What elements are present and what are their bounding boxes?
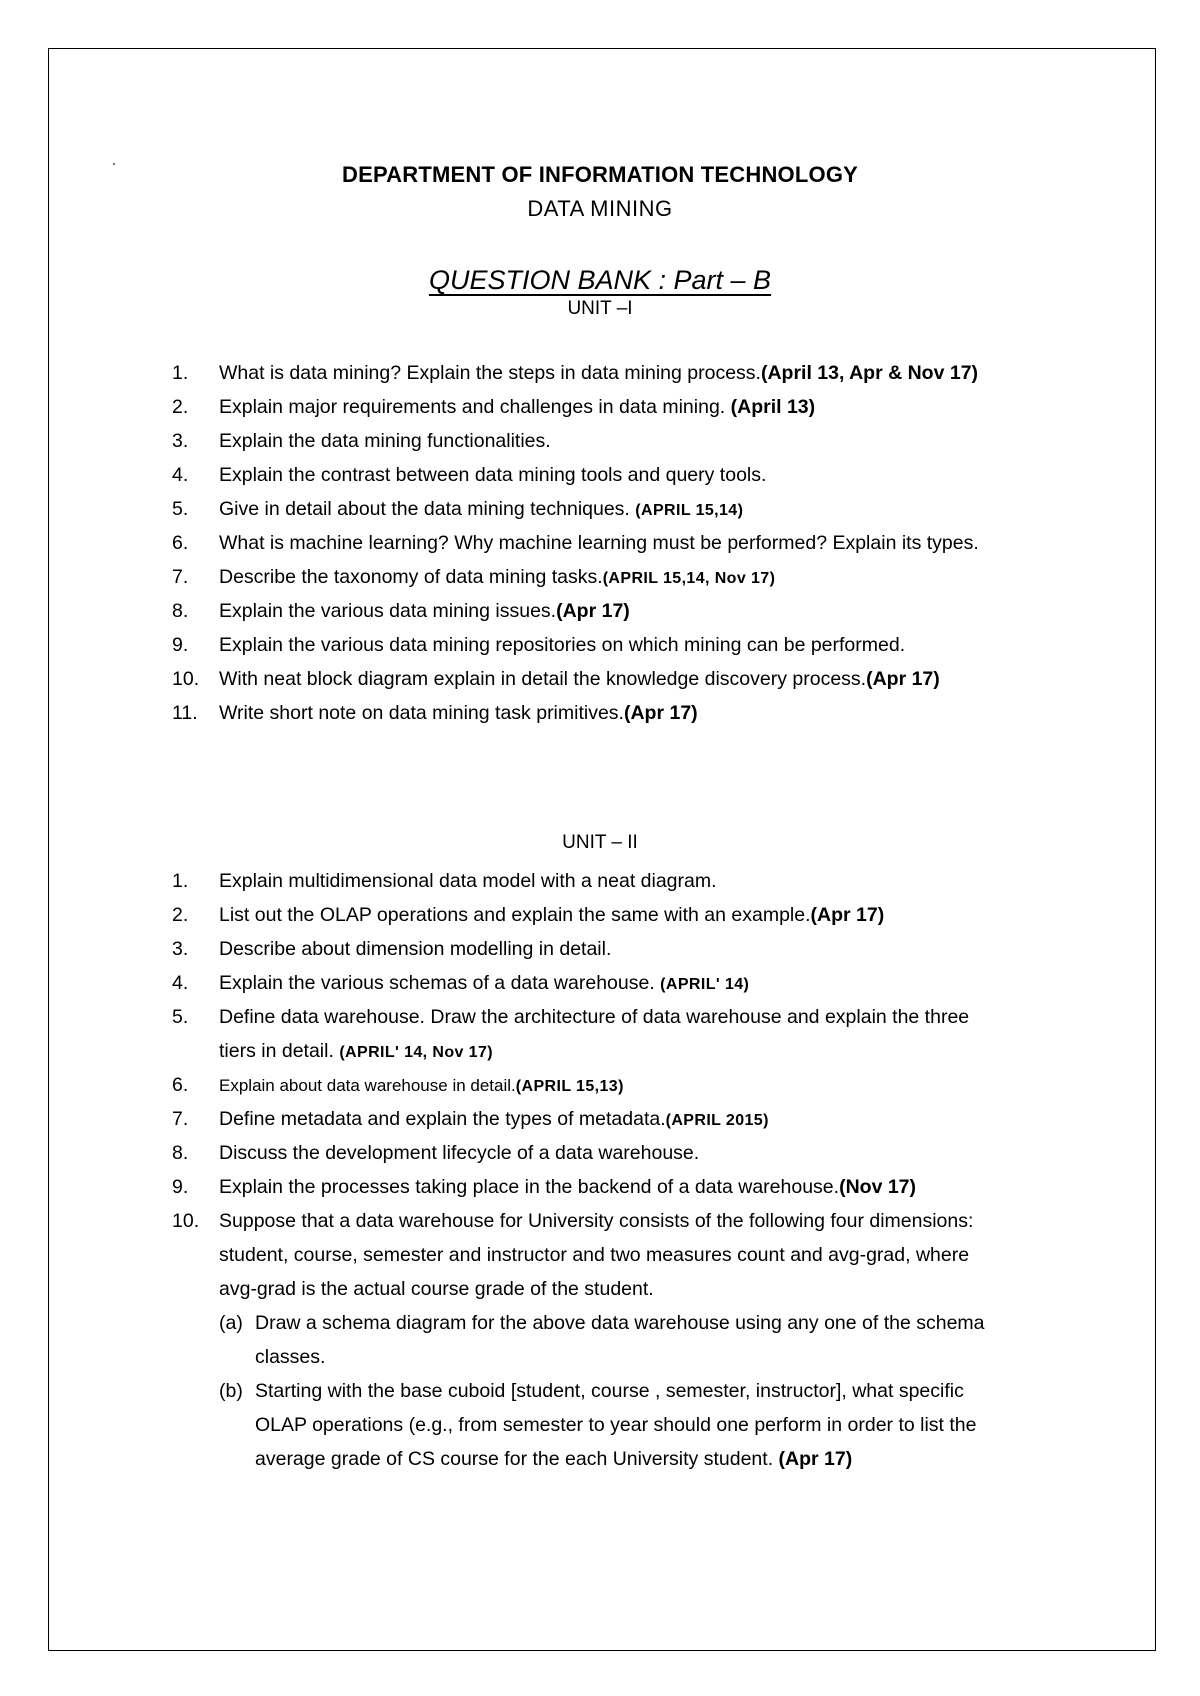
- question-text: Explain major requirements and challenges in data mining.: [219, 396, 731, 418]
- question-text-wrap: [219, 1070, 624, 1102]
- question-number: 4.: [172, 464, 189, 486]
- question-text: Explain multidimensional data model with a neat diagram.: [219, 870, 717, 892]
- question-text-wrap: [219, 664, 940, 694]
- question-number: 10.: [172, 668, 200, 690]
- question-text: Explain the processes taking place in the backend of a data warehouse.: [219, 1176, 840, 1198]
- question-text: What is machine learning? Why machine learning must be performed? Explain its types.: [219, 532, 979, 554]
- exam-tag: (Apr 17): [778, 1448, 853, 1470]
- question-number: 8.: [172, 600, 189, 622]
- question-text-wrap: [219, 1274, 654, 1304]
- question-number: 9.: [172, 634, 189, 656]
- question-number: 10.: [172, 1210, 200, 1232]
- question-number: 6.: [172, 1074, 189, 1096]
- exam-tag: (Apr 17): [810, 904, 885, 926]
- exam-tag: (APRIL 15,14): [635, 502, 744, 519]
- question-text-wrap: [219, 562, 775, 594]
- question-number: 9.: [172, 1176, 189, 1198]
- question-text-wrap: [219, 1206, 973, 1236]
- question-text: What is data mining? Explain the steps in data mining process.: [219, 362, 761, 384]
- question-text-wrap: [219, 1002, 969, 1032]
- question-text-wrap: [219, 494, 743, 526]
- question-text: Explain about data warehouse in detail.: [219, 1076, 516, 1095]
- question-number: 1.: [172, 362, 189, 384]
- question-number: 6.: [172, 532, 189, 554]
- subpart-text: average grade of CS course for the each University student.: [255, 1448, 779, 1470]
- question-text: Explain the various data mining issues.: [219, 600, 557, 622]
- question-text: Suppose that a data warehouse for University consists of the following four dimensions:: [219, 1210, 974, 1232]
- question-text: With neat block diagram explain in detail the knowledge discovery process.: [219, 668, 867, 690]
- question-number: 3.: [172, 938, 189, 960]
- question-number: 11.: [172, 702, 198, 724]
- question-text-wrap: [219, 866, 717, 896]
- question-number: 5.: [172, 1006, 189, 1028]
- question-text-wrap: [219, 1240, 969, 1270]
- question-text-wrap: [219, 1138, 699, 1168]
- question-number: 1.: [172, 870, 189, 892]
- question-number: 8.: [172, 1142, 189, 1164]
- subpart-text: Starting with the base cuboid [student, course , semester, instructor], what specific: [255, 1380, 964, 1402]
- question-text-wrap: [219, 900, 884, 930]
- question-number: 7.: [172, 1108, 189, 1130]
- question-number: 3.: [172, 430, 189, 452]
- question-text: Give in detail about the data mining techniques.: [219, 498, 636, 520]
- question-text-wrap: [219, 358, 978, 388]
- question-text-wrap: [219, 426, 551, 456]
- subpart-text-wrap: [255, 1444, 852, 1474]
- question-number: 7.: [172, 566, 189, 588]
- question-text: List out the OLAP operations and explain the same with an example.: [219, 904, 811, 926]
- question-number: 4.: [172, 972, 189, 994]
- unit-2-heading: UNIT – II: [562, 832, 638, 853]
- subpart-text: OLAP operations (e.g., from semester to year should one perform in order to list the: [255, 1414, 977, 1436]
- question-text-wrap: [219, 1036, 493, 1068]
- subject-heading: DATA MINING: [527, 196, 673, 221]
- exam-tag: (APRIL 15,14, Nov 17): [602, 570, 776, 587]
- exam-tag: (APRIL' 14): [660, 976, 750, 993]
- question-text-wrap: [219, 630, 905, 660]
- question-text: Define data warehouse. Draw the architecture of data warehouse and explain the three: [219, 1006, 970, 1028]
- exam-tag: (APRIL' 14, Nov 17): [339, 1044, 493, 1061]
- exam-tag: (APRIL 15,13): [515, 1078, 624, 1095]
- exam-tag: (Apr 17): [623, 702, 698, 724]
- question-number: 5.: [172, 498, 189, 520]
- question-text: student, course, semester and instructor and two measures count and avg-grad, where: [219, 1244, 970, 1266]
- exam-tag: (Apr 17): [866, 668, 940, 690]
- question-text-wrap: [219, 596, 630, 626]
- exam-tag: (April 13, Apr & Nov 17): [760, 362, 979, 384]
- subpart-label: (a): [219, 1312, 243, 1334]
- question-text: Explain the contrast between data mining tools and query tools.: [219, 464, 767, 486]
- question-text-wrap: [219, 968, 749, 1000]
- question-text: Write short note on data mining task primitives.: [219, 702, 624, 724]
- question-text: Describe about dimension modelling in detail.: [219, 938, 612, 960]
- subpart-text: classes.: [255, 1346, 326, 1368]
- question-text-wrap: [219, 1104, 769, 1136]
- unit-1-heading: UNIT –I: [567, 298, 633, 319]
- question-text-wrap: [219, 460, 766, 490]
- exam-tag: (Nov 17): [839, 1176, 917, 1198]
- question-text: Describe the taxonomy of data mining tasks.: [219, 566, 603, 588]
- question-text: tiers in detail.: [219, 1040, 340, 1062]
- question-text-wrap: [219, 528, 979, 558]
- question-text: avg-grad is the actual course grade of the student.: [219, 1278, 654, 1300]
- question-bank-title-text: QUESTION BANK : Part – B: [428, 265, 772, 295]
- exam-tag: (Apr 17): [556, 600, 630, 622]
- question-text: Explain the various data mining repositories on which mining can be performed.: [219, 634, 906, 656]
- question-text: Define metadata and explain the types of metadata.: [219, 1108, 666, 1130]
- question-number: 2.: [172, 904, 189, 926]
- subpart-label: (b): [219, 1380, 243, 1402]
- question-text: Explain the data mining functionalities.: [219, 430, 551, 452]
- question-text-wrap: [219, 1172, 916, 1202]
- question-bank-title: [0, 265, 1200, 296]
- subpart-text: Draw a schema diagram for the above data warehouse using any one of the schema: [255, 1312, 985, 1334]
- question-text-wrap: [219, 698, 698, 728]
- question-number: 2.: [172, 396, 189, 418]
- exam-tag: (APRIL 2015): [665, 1112, 769, 1129]
- exam-tag: (April 13): [730, 396, 816, 418]
- question-text: Discuss the development lifecycle of a data warehouse.: [219, 1142, 700, 1164]
- department-heading: DEPARTMENT OF INFORMATION TECHNOLOGY: [341, 162, 859, 187]
- question-text-wrap: [219, 934, 611, 964]
- question-text: Explain the various schemas of a data warehouse.: [219, 972, 661, 994]
- question-text-wrap: [219, 392, 815, 422]
